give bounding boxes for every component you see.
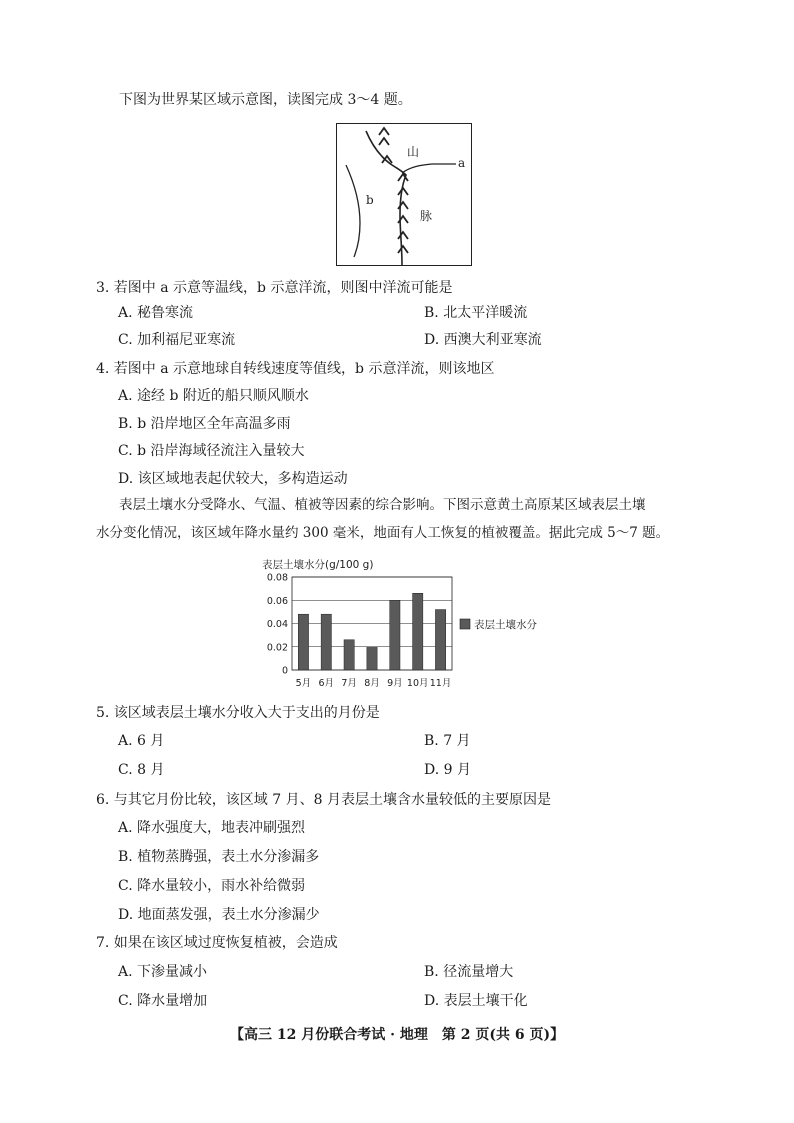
y-tick-label: 0.06 xyxy=(266,595,288,607)
bar xyxy=(435,610,445,670)
q6-option-c: C. 降水量较小，雨水补给微弱 xyxy=(118,878,306,894)
x-tick-label: 8月 xyxy=(364,678,380,689)
intro-text-q5-7-line2: 水分变化情况，该区域年降水量约 300 毫米，地面有人工恢复的植被覆盖。据此完成 5～7 题。 xyxy=(96,525,670,541)
x-tick-label: 11月 xyxy=(429,678,452,689)
chart-title: 表层土壤水分(g/100 g) xyxy=(262,559,374,571)
q5-option-c: C. 8 月 xyxy=(118,762,165,778)
legend-swatch xyxy=(460,619,470,629)
x-tick-label: 7月 xyxy=(341,678,357,689)
bar xyxy=(344,640,354,670)
q4-option-c: C. b 沿岸海域径流注入量较大 xyxy=(118,443,305,459)
q3-stem: 3. 若图中 a 示意等温线，b 示意洋流，则图中洋流可能是 xyxy=(96,280,453,296)
q5-stem: 5. 该区域表层土壤水分收入大于支出的月份是 xyxy=(96,705,380,721)
y-tick-label: 0.08 xyxy=(266,572,288,584)
intro-text-q5-7-line1: 表层土壤水分受降水、气温、植被等因素的综合影响。下图示意黄土高原某区域表层土壤 xyxy=(119,497,646,513)
q5-option-d: D. 9 月 xyxy=(424,762,471,778)
map-label-b: b xyxy=(366,193,374,207)
map-label-shan: 山 xyxy=(407,145,420,159)
bar xyxy=(298,614,308,670)
q7-option-a: A. 下渗量减小 xyxy=(118,964,208,980)
q4-option-d: D. 该区域地表起伏较大，多构造运动 xyxy=(118,471,348,487)
bar xyxy=(321,614,331,670)
q5-option-b: B. 7 月 xyxy=(424,733,471,749)
page-footer: 【高三 12 月份联合考试 · 地理 第 2 页(共 6 页)】 xyxy=(230,1027,565,1043)
q7-option-d: D. 表层土壤干化 xyxy=(424,993,528,1009)
q3-option-c: C. 加利福尼亚寒流 xyxy=(118,332,236,348)
q4-option-b: B. b 沿岸地区全年高温多雨 xyxy=(118,416,291,432)
region-map-figure xyxy=(336,123,472,266)
y-tick-label: 0 xyxy=(281,665,288,677)
map-label-a: a xyxy=(458,156,466,170)
x-tick-label: 5月 xyxy=(295,678,312,689)
q3-option-a: A. 秘鲁寒流 xyxy=(118,305,194,321)
x-tick-label: 6月 xyxy=(318,678,335,689)
q7-option-c: C. 降水量增加 xyxy=(118,993,208,1009)
q7-option-b: B. 径流量增大 xyxy=(424,964,514,980)
q7-stem: 7. 如果在该区域过度恢复植被，会造成 xyxy=(96,935,338,951)
q4-option-a: A. 途经 b 附近的船只顺风顺水 xyxy=(118,388,309,404)
intro-text-q3-4: 下图为世界某区域示意图，读图完成 3～4 题。 xyxy=(119,92,412,108)
soil-moisture-bar-chart xyxy=(258,555,568,695)
q5-option-a: A. 6 月 xyxy=(118,733,165,749)
bar xyxy=(413,593,423,670)
x-tick-label: 10月 xyxy=(406,678,429,689)
legend-label: 表层土壤水分 xyxy=(474,619,537,631)
bar xyxy=(390,600,400,670)
q6-stem: 6. 与其它月份比较，该区域 7 月、8 月表层土壤含水量较低的主要原因是 xyxy=(96,792,551,808)
y-tick-label: 0.02 xyxy=(266,642,288,654)
y-tick-label: 0.04 xyxy=(266,619,288,630)
q6-option-b: B. 植物蒸腾强，表土水分渗漏多 xyxy=(118,849,320,865)
q3-option-b: B. 北太平洋暖流 xyxy=(424,305,528,321)
q3-option-d: D. 西澳大利亚寒流 xyxy=(424,332,542,348)
bar xyxy=(367,647,377,670)
q4-stem: 4. 若图中 a 示意地球自转线速度等值线，b 示意洋流，则该地区 xyxy=(96,361,495,377)
q6-option-a: A. 降水强度大，地表冲刷强烈 xyxy=(118,820,306,836)
map-label-mai: 脉 xyxy=(420,209,433,223)
x-tick-label: 9月 xyxy=(387,678,403,689)
q6-option-d: D. 地面蒸发强，表土水分渗漏少 xyxy=(118,907,320,923)
